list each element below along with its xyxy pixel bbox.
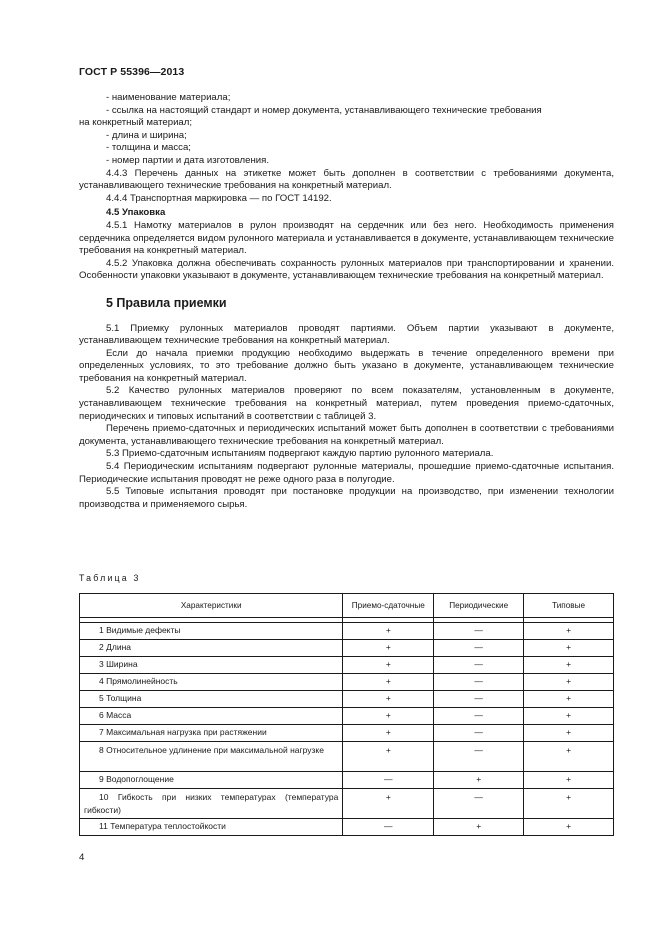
type-test-cell: + bbox=[524, 623, 614, 640]
acceptance-test-cell: + bbox=[343, 691, 434, 708]
acceptance-test-cell: + bbox=[343, 640, 434, 657]
characteristic-name: Температура теплостойкости bbox=[110, 821, 226, 831]
document-body bbox=[79, 92, 614, 511]
column-header: Периодические bbox=[434, 594, 524, 618]
table-row bbox=[80, 640, 614, 657]
characteristic-cell bbox=[80, 708, 343, 725]
paragraph-4-4-3: 4.4.3 Перечень данных на этикетке может быть дополнен в соответствии с требованиями документа, устанавливающего технические требования на конкретный материал. bbox=[79, 167, 614, 192]
paragraph-5-1: 5.1 Приемку рулонных материалов проводят партиями. Объем партии указывают в документе, устанавливающем технические требования на конкретный материал. bbox=[79, 322, 614, 347]
paragraph-5-2: 5.2 Качество рулонных материалов проверяют по всем показателям, установленным в документе, устанавливающем технические требования на конкретный материал, путем проведения приемо-сдаточных, периодических и типовых испытаний в соответствии с таблицей 3. bbox=[79, 385, 614, 422]
characteristic-cell bbox=[80, 657, 343, 674]
row-number: 11 bbox=[99, 821, 108, 831]
acceptance-test-cell: + bbox=[343, 725, 434, 742]
row-number: 1 bbox=[99, 625, 104, 635]
row-number: 4 bbox=[99, 676, 104, 686]
paragraph-4-4-4: 4.4.4 Транспортная маркировка — по ГОСТ 14192. bbox=[106, 192, 332, 204]
row-number: 2 bbox=[99, 642, 104, 652]
row-number: 9 bbox=[99, 774, 104, 784]
paragraph-5-1-continued: Если до начала приемки продукцию необходимо выдержать в течение определенного времени при определенных условиях, то это требование должно быть указано в документе, устанавливающем технические требования на конкретный материал. bbox=[79, 347, 614, 384]
row-number: 3 bbox=[99, 659, 104, 669]
characteristic-cell bbox=[80, 640, 343, 657]
characteristic-name: Ширина bbox=[106, 659, 138, 669]
list-item: - толщина и масса; bbox=[106, 142, 191, 154]
type-test-cell: + bbox=[524, 708, 614, 725]
row-number: 6 bbox=[99, 710, 104, 720]
periodic-test-cell: — bbox=[434, 691, 524, 708]
periodic-test-cell: — bbox=[434, 725, 524, 742]
table-row bbox=[80, 708, 614, 725]
table-row bbox=[80, 691, 614, 708]
table-body bbox=[80, 618, 614, 836]
characteristic-name: Водопоглощение bbox=[106, 774, 174, 784]
acceptance-test-cell: + bbox=[343, 708, 434, 725]
list-item: - ссылка на настоящий стандарт и номер документа, устанавливающего технические требования bbox=[106, 104, 542, 116]
acceptance-test-cell: + bbox=[343, 789, 434, 819]
paragraph-5-4: 5.4 Периодическим испытаниям подвергают рулонные материалы, прошедшие приемо-сдаточные испытания. Периодические испытания проводят не реже одного раза в полугодие. bbox=[79, 461, 614, 485]
section-heading-5: 5 Правила приемки bbox=[106, 295, 227, 310]
column-header: Характеристики bbox=[80, 594, 343, 618]
acceptance-test-cell: + bbox=[343, 623, 434, 640]
column-header: Приемо-сдаточные bbox=[343, 594, 434, 618]
type-test-cell: + bbox=[524, 772, 614, 789]
characteristic-name: Длина bbox=[106, 642, 131, 652]
table-row bbox=[80, 623, 614, 640]
table-header-row bbox=[80, 594, 614, 618]
acceptance-test-cell: — bbox=[343, 819, 434, 836]
characteristic-name: Масса bbox=[106, 710, 132, 720]
periodic-test-cell: — bbox=[434, 657, 524, 674]
periodic-test-cell: — bbox=[434, 742, 524, 772]
document-header: ГОСТ Р 55396—2013 bbox=[79, 66, 185, 78]
table-row bbox=[80, 657, 614, 674]
characteristic-name: Прямолинейность bbox=[106, 676, 178, 686]
type-test-cell: + bbox=[524, 691, 614, 708]
table-caption: Таблица 3 bbox=[79, 573, 141, 583]
list-item: - наименование материала; bbox=[106, 92, 231, 103]
table-row bbox=[80, 725, 614, 742]
type-test-cell: + bbox=[524, 725, 614, 742]
characteristic-name: Толщина bbox=[106, 693, 142, 703]
acceptance-test-cell: + bbox=[343, 742, 434, 772]
table-row bbox=[80, 742, 614, 772]
type-test-cell: + bbox=[524, 819, 614, 836]
characteristic-cell bbox=[80, 789, 343, 819]
periodic-test-cell: + bbox=[434, 819, 524, 836]
periodic-test-cell: — bbox=[434, 708, 524, 725]
periodic-test-cell: + bbox=[434, 772, 524, 789]
characteristic-name: Видимые дефекты bbox=[106, 625, 181, 635]
periodic-test-cell: — bbox=[434, 623, 524, 640]
type-test-cell: + bbox=[524, 674, 614, 691]
column-header: Типовые bbox=[524, 594, 614, 618]
acceptance-test-cell: + bbox=[343, 657, 434, 674]
row-number: 5 bbox=[99, 693, 104, 703]
table-row bbox=[80, 819, 614, 836]
characteristic-cell bbox=[80, 623, 343, 640]
table-3 bbox=[79, 593, 614, 836]
paragraph-4-5-1: 4.5.1 Намотку материалов в рулон производят на сердечник или без него. Необходимость применения сердечника определяется видом рулонного материала и устанавливается в документе, устанавливающем технические требования на конкретный материал. bbox=[79, 219, 614, 257]
paragraph-4-5-2: 4.5.2 Упаковка должна обеспечивать сохранность рулонных материалов при транспортировании и хранении. Особенности упаковки указывают в документе, устанавливающем технические требования на конкретный материал. bbox=[79, 257, 614, 282]
row-number: 7 bbox=[99, 727, 104, 737]
characteristic-cell bbox=[80, 772, 343, 789]
type-test-cell: + bbox=[524, 640, 614, 657]
periodic-test-cell: — bbox=[434, 674, 524, 691]
subsection-heading-4-5: 4.5 Упаковка bbox=[106, 207, 166, 219]
periodic-test-cell: — bbox=[434, 640, 524, 657]
list-item: - длина и ширина; bbox=[106, 129, 187, 141]
type-test-cell: + bbox=[524, 789, 614, 819]
type-test-cell: + bbox=[524, 742, 614, 772]
acceptance-test-cell: — bbox=[343, 772, 434, 789]
type-test-cell: + bbox=[524, 657, 614, 674]
row-number: 10 bbox=[99, 792, 109, 802]
characteristic-cell bbox=[80, 819, 343, 836]
characteristic-cell bbox=[80, 674, 343, 691]
acceptance-test-cell: + bbox=[343, 674, 434, 691]
table-row bbox=[80, 674, 614, 691]
characteristic-name: Гибкость при низких температурах (температура гибкости) bbox=[84, 792, 339, 815]
page-number: 4 bbox=[79, 852, 85, 863]
row-number: 8 bbox=[99, 745, 104, 755]
characteristic-name: Относительное удлинение при максимальной нагрузке bbox=[106, 745, 324, 755]
list-item: - номер партии и дата изготовления. bbox=[106, 154, 270, 166]
paragraph-5-3: 5.3 Приемо-сдаточным испытаниям подвергают каждую партию рулонного материала. bbox=[106, 448, 494, 460]
paragraph-5-5: 5.5 Типовые испытания проводят при постановке продукции на производство, при изменении технологии производства и применяемого сырья. bbox=[79, 486, 614, 510]
characteristic-cell bbox=[80, 725, 343, 742]
table-row bbox=[80, 772, 614, 789]
list-item-continuation: на конкретный материал; bbox=[79, 117, 193, 129]
characteristic-cell bbox=[80, 742, 343, 772]
characteristic-cell bbox=[80, 691, 343, 708]
periodic-test-cell: — bbox=[434, 789, 524, 819]
paragraph-5-2-continued: Перечень приемо-сдаточных и периодических испытаний может быть дополнен в соответствии с требованиями документа, устанавливающего технические требования на конкретный материал. bbox=[79, 423, 614, 447]
characteristic-name: Максимальная нагрузка при растяжении bbox=[106, 727, 267, 737]
table-row bbox=[80, 789, 614, 819]
